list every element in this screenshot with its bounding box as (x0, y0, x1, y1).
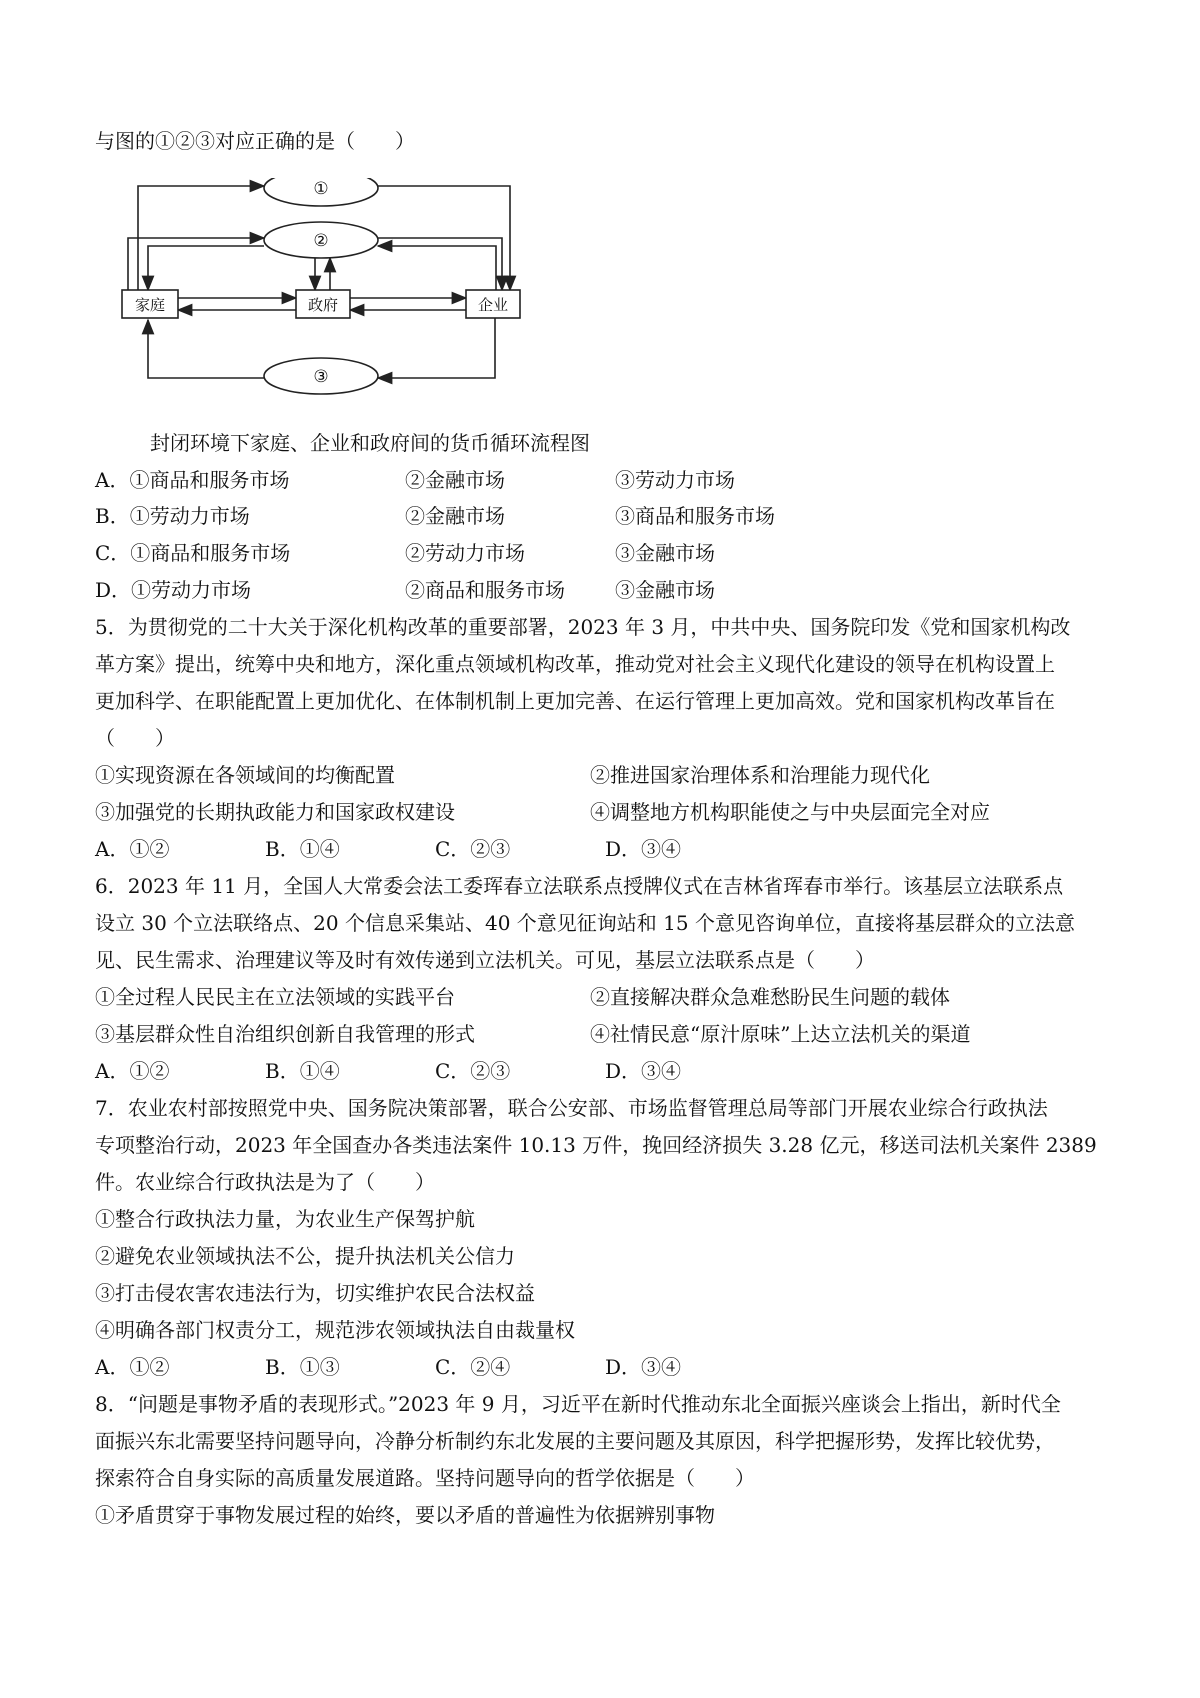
node-2-label: ② (313, 231, 329, 251)
q4-option-a[interactable]: A．①商品和服务市场 ②金融市场 ③劳动力市场 (95, 468, 735, 492)
q4-option-b[interactable]: B．①劳动力市场 ②金融市场 ③商品和服务市场 (95, 504, 775, 528)
q4-option-c[interactable]: C．①商品和服务市场 ②劳动力市场 ③金融市场 (95, 541, 715, 565)
q7-choice-a[interactable]: A．①② (95, 1355, 170, 1379)
money-circulation-diagram (100, 178, 590, 408)
q6-choice-b[interactable]: B．①④ (265, 1059, 340, 1083)
government-label: 政府 (307, 296, 339, 314)
q4-stem: 与图的①②③对应正确的是（ ） (95, 129, 415, 153)
q8-line-2: 面振兴东北需要坚持问题导向，冷静分析制约东北发展的主要问题及其原因，科学把握形势，发挥比较优势， (95, 1429, 1055, 1453)
enterprise-label: 企业 (477, 296, 509, 314)
q5-line-3: 更加科学、在职能配置上更加优化、在体制机制上更加完善、在运行管理上更加高效。党和国家机构改革旨在 (95, 689, 1055, 713)
q6-choice-a[interactable]: A．①② (95, 1059, 170, 1083)
q7-statement-4: ④明确各部门权责分工，规范涉农领域执法自由裁量权 (95, 1318, 575, 1342)
node-3-label: ③ (313, 367, 329, 387)
q7-choice-b[interactable]: B．①③ (265, 1355, 340, 1379)
q6-statement-1: ①全过程人民民主在立法领域的实践平台 (95, 985, 455, 1009)
q7-choice-d[interactable]: D．③④ (605, 1355, 682, 1379)
q7-line-2: 专项整治行动，2023 年全国查办各类违法案件 10.13 万件，挽回经济损失 3.28 亿元，移送司法机关案件 2389 (95, 1133, 1097, 1157)
q7-statement-2: ②避免农业领域执法不公，提升执法机关公信力 (95, 1244, 515, 1268)
q6-statement-2: ②直接解决群众急难愁盼民生问题的载体 (590, 985, 950, 1009)
q5-statements-row-2 (95, 799, 990, 825)
q6-statement-3: ③基层群众性自治组织创新自我管理的形式 (95, 1022, 475, 1046)
q7-line-1: 7．农业农村部按照党中央、国务院决策部署，联合公安部、市场监督管理总局等部门开展农业综合行政执法 (95, 1096, 1048, 1120)
q6-line-3: 见、民生需求、治理建议等及时有效传递到立法机关。可见，基层立法联系点是（ ） (95, 948, 875, 972)
q5-statement-2: ②推进国家治理体系和治理能力现代化 (590, 763, 930, 787)
household-label: 家庭 (134, 296, 166, 314)
diagram-caption: 封闭环境下家庭、企业和政府间的货币循环流程图 (150, 431, 590, 455)
q7-statement-1: ①整合行政执法力量，为农业生产保驾护航 (95, 1207, 475, 1231)
q6-choice-c[interactable]: C．②③ (435, 1059, 511, 1083)
q6-line-1: 6．2023 年 11 月，全国人大常委会法工委珲春立法联系点授牌仪式在吉林省珲春市举行。该基层立法联系点 (95, 874, 1064, 898)
q6-statements-row-1 (95, 984, 950, 1010)
q6-statements-row-2 (95, 1021, 971, 1047)
q5-choice-d[interactable]: D．③④ (605, 837, 682, 861)
q6-line-2: 设立 30 个立法联络点、20 个信息采集站、40 个意见征询站和 15 个意见咨询单位，直接将基层群众的立法意 (95, 911, 1075, 935)
q5-line-2: 革方案》提出，统筹中央和地方，深化重点领域机构改革，推动党对社会主义现代化建设的领导在机构设置上 (95, 652, 1055, 676)
q5-line-1: 5．为贯彻党的二十大关于深化机构改革的重要部署，2023 年 3 月，中共中央、国务院印发《党和国家机构改 (95, 615, 1071, 639)
q8-statement-1: ①矛盾贯穿于事物发展过程的始终，要以矛盾的普遍性为依据辨别事物 (95, 1503, 715, 1527)
node-1-label: ① (313, 179, 329, 199)
q5-choice-a[interactable]: A．①② (95, 837, 170, 861)
q8-line-3: 探索符合自身实际的高质量发展道路。坚持问题导向的哲学依据是（ ） (95, 1466, 755, 1490)
q5-statements-row-1 (95, 762, 930, 788)
q6-statement-4: ④社情民意“原汁原味”上达立法机关的渠道 (590, 1022, 971, 1046)
q5-statement-4: ④调整地方机构职能使之与中央层面完全对应 (590, 800, 990, 824)
q5-statement-1: ①实现资源在各领域间的均衡配置 (95, 763, 395, 787)
q5-statement-3: ③加强党的长期执政能力和国家政权建设 (95, 800, 455, 824)
q4-option-d[interactable]: D．①劳动力市场 ②商品和服务市场 ③金融市场 (95, 578, 715, 602)
q7-line-3: 件。农业综合行政执法是为了（ ） (95, 1170, 435, 1194)
q7-choice-c[interactable]: C．②④ (435, 1355, 511, 1379)
q5-choice-b[interactable]: B．①④ (265, 837, 340, 861)
q5-line-4: （ ） (95, 726, 175, 750)
q6-choice-d[interactable]: D．③④ (605, 1059, 682, 1083)
q7-statement-3: ③打击侵农害农违法行为，切实维护农民合法权益 (95, 1281, 535, 1305)
q8-line-1: 8．“问题是事物矛盾的表现形式。”2023 年 9 月，习近平在新时代推动东北全面振兴座谈会上指出，新时代全 (95, 1392, 1061, 1416)
q5-choice-c[interactable]: C．②③ (435, 837, 511, 861)
